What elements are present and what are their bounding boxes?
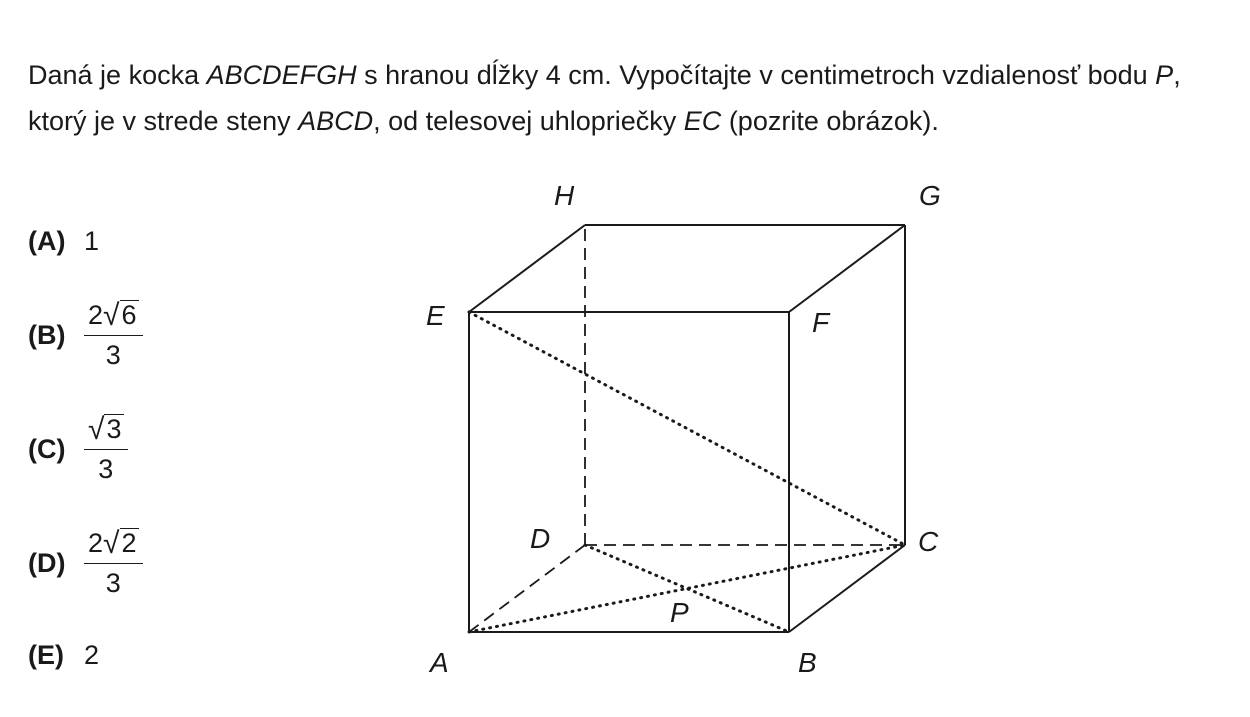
option-d-label: (D): [28, 548, 66, 578]
cube-name: ABCDEFGH: [206, 60, 357, 90]
face-name: ABCD: [298, 106, 374, 136]
option-d-fraction: 2 √ 2 3: [84, 528, 143, 599]
vertex-label-f: F: [812, 307, 830, 338]
option-e-label: (E): [28, 640, 64, 670]
vertex-label-g: G: [919, 180, 941, 211]
vertex-label-d: D: [530, 523, 551, 554]
option-a-value: 1: [84, 226, 100, 256]
vertex-label-b: B: [798, 647, 817, 678]
vertex-label-e: E: [426, 300, 445, 331]
question-text: Daná je kocka ABCDEFGH s hranou dĺžky 4 cm. Vypočítajte v centimetroch vzdialenosť bodu P, ktorý je v strede steny ABCD, od telesovej uhlopriečky EC (pozrite obrázok).: [28, 60, 1181, 136]
vertex-label-a: A: [430, 647, 449, 678]
option-c-fraction: √ 3 3: [84, 414, 128, 485]
edge-ad-hidden: [469, 545, 585, 632]
option-b-label: (B): [28, 320, 66, 350]
edge-eh: [469, 225, 585, 312]
vertex-label-c: C: [918, 526, 939, 557]
point-name: P: [1155, 60, 1174, 90]
vertex-label-h: H: [554, 180, 575, 211]
edge-fg: [789, 225, 905, 312]
point-label-p: P: [670, 597, 689, 628]
option-b-fraction: 2 √ 6 3: [84, 300, 143, 371]
option-e-value: 2: [84, 640, 100, 670]
option-c-label: (C): [28, 433, 66, 464]
diagonal-ec: [469, 312, 905, 545]
diagonal-name: EC: [683, 106, 722, 136]
option-a-label: (A): [28, 226, 66, 256]
